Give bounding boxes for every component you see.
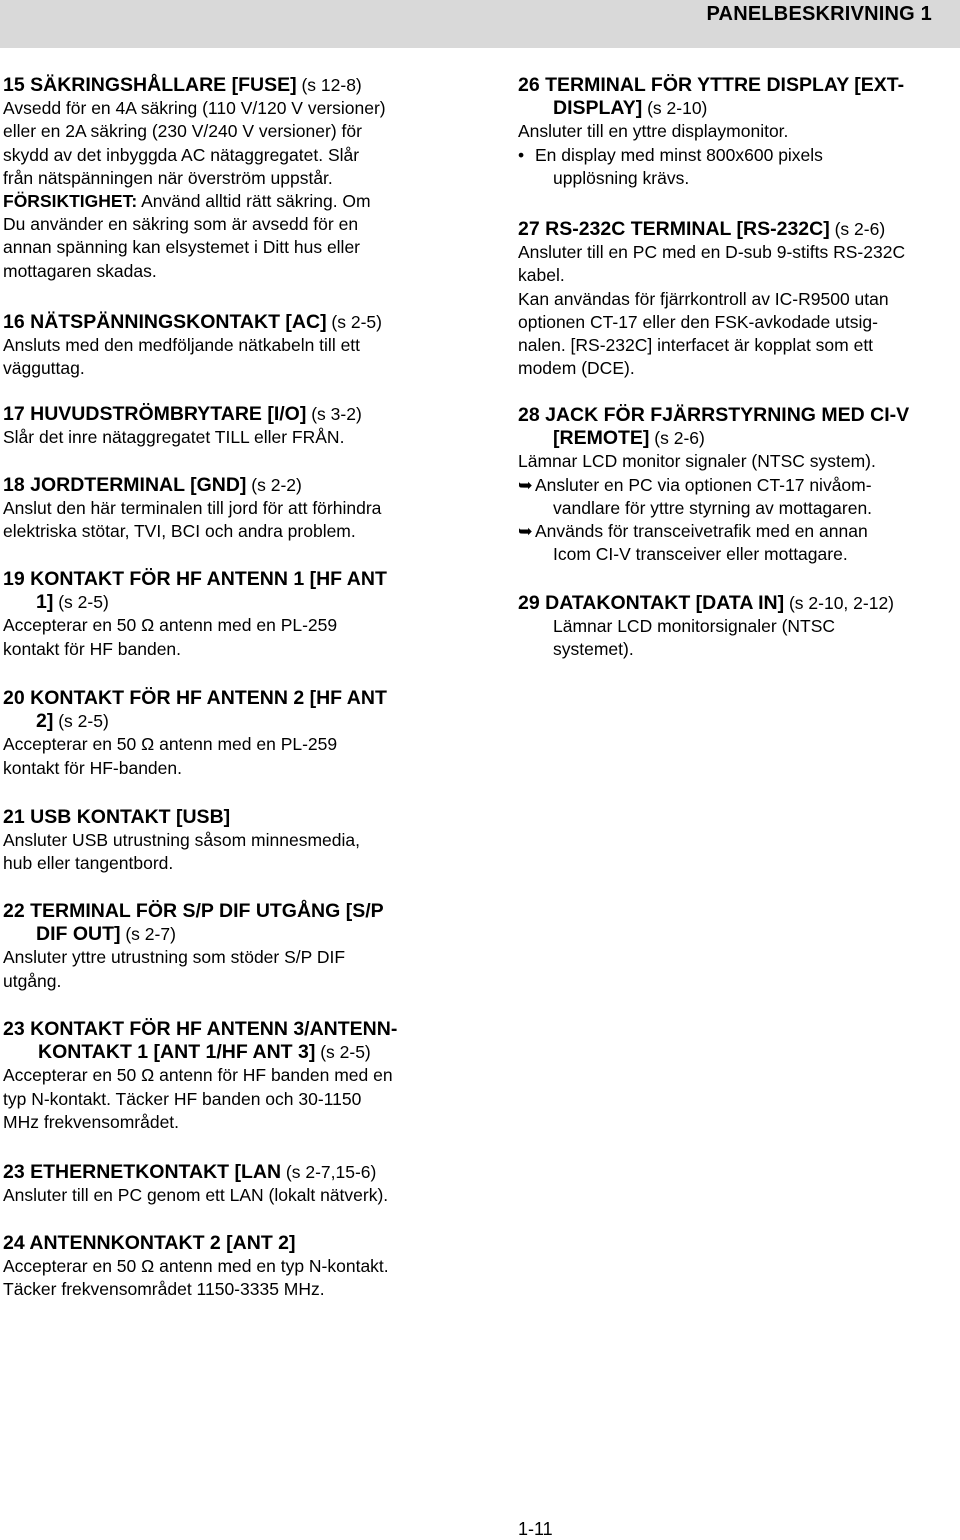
entry-28: 28 JACK FÖR FJÄRRSTYRNING MED CI-V [REMOTE] (s 2-6) Lämnar LCD monitor signaler (NTSC system). ➥ Ansluter en PC via optionen CT-17 nivåom- vandlare för yttre styrning av mottagaren. ➥ Används för transceivetrafik med en annan Icom CI-V transceiver eller mottagare.: [518, 404, 910, 565]
arrow-right-icon: ➥: [518, 521, 533, 542]
entry-15: 15 SÄKRINGSHÅLLARE [FUSE] (s 12-8) Avsedd för en 4A säkring (110 V/120 V versioner) eller en 2A säkring (230 V/240 V versioner) för skydd av det inbyggda AC nätaggregatet. Slår från nätspänningen när överström uppstår. FÖRSIKTIGHET: Använd alltid rätt säkring. Om Du använder en säkring som är avsedd för en annan spänning kan elsystemet i Ditt hus eller mottagaren skadas.: [3, 74, 386, 281]
entry-20: 20 KONTAKT FÖR HF ANTENN 2 [HF ANT 2] (s 2-5) Accepterar en 50 Ω antenn med en PL-259 kontakt för HF-banden.: [3, 687, 387, 778]
entry-18: 18 JORDTERMINAL [GND] (s 2-2) Anslut den här terminalen till jord för att förhindra elektriska stötar, TVI, BCI och andra problem.: [3, 474, 382, 542]
entry-23-antenna: 23 KONTAKT FÖR HF ANTENN 3/ANTENN- KONTAKT 1 [ANT 1/HF ANT 3] (s 2-5) Accepterar en 50 Ω antenn för HF banden med en typ N-kontakt. Täcker HF banden och 30-1150 MHz frekvensområdet.: [3, 1018, 398, 1132]
entry-23-ethernet: 23 ETHERNETKONTAKT [LAN (s 2-7,15-6) Ansluter till en PC genom ett LAN (lokalt nätverk).: [3, 1161, 389, 1206]
entry-24: 24 ANTENNKONTAKT 2 [ANT 2] Accepterar en 50 Ω antenn med en typ N-kontakt. Täcker frekvensområdet 1150-3335 MHz.: [3, 1232, 389, 1300]
entry-27-heading: 27 RS-232C TERMINAL [RS-232C] (s 2-6): [518, 218, 886, 240]
entry-19: 19 KONTAKT FÖR HF ANTENN 1 [HF ANT 1] (s 2-5) Accepterar en 50 Ω antenn med en PL-259 kontakt för HF banden.: [3, 568, 387, 659]
entry-21: 21 USB KONTAKT [USB] Ansluter USB utrustning såsom minnesmedia, hub eller tangentbord.: [3, 806, 360, 874]
entry-20-heading: 20 KONTAKT FÖR HF ANTENN 2 [HF ANT: [3, 687, 387, 709]
entry-16-heading: 16 NÄTSPÄNNINGSKONTAKT [AC] (s 2-5): [3, 311, 382, 333]
entry-16: 16 NÄTSPÄNNINGSKONTAKT [AC] (s 2-5) Ansluts med den medföljande nätkabeln till ett vägguttag.: [3, 311, 382, 379]
bullet-dot-icon: •: [518, 144, 525, 165]
arrow-right-icon: ➥: [518, 474, 533, 495]
entry-22-heading: 22 TERMINAL FÖR S/P DIF UTGÅNG [S/P: [3, 900, 384, 922]
entry-15-heading: 15 SÄKRINGSHÅLLARE [FUSE] (s 12-8): [3, 74, 362, 96]
arrow-item: ➥ Används för transceivetrafik med en annan: [518, 520, 909, 543]
entry-28-heading: 28 JACK FÖR FJÄRRSTYRNING MED CI-V: [518, 404, 910, 426]
entry-26-heading: 26 TERMINAL FÖR YTTRE DISPLAY [EXT-: [518, 74, 905, 96]
entry-24-heading: 24 ANTENNKONTAKT 2 [ANT 2]: [3, 1232, 296, 1254]
entry-23-antenna-heading: 23 KONTAKT FÖR HF ANTENN 3/ANTENN-: [3, 1018, 398, 1040]
arrow-item: ➥ Ansluter en PC via optionen CT-17 nivåom-: [518, 474, 909, 497]
entry-29: 29 DATAKONTAKT [DATA IN] (s 2-10, 2-12) Lämnar LCD monitorsignaler (NTSC systemet).: [518, 592, 895, 660]
entry-21-heading: 21 USB KONTAKT [USB]: [3, 806, 231, 828]
entry-18-heading: 18 JORDTERMINAL [GND] (s 2-2): [3, 474, 302, 496]
bullet-item: • En display med minst 800x600 pixels: [518, 144, 904, 167]
page-header-title: PANELBESKRIVNING 1: [706, 3, 932, 25]
page-number: 1-11: [518, 1519, 553, 1539]
entry-17-heading: 17 HUVUDSTRÖMBRYTARE [I/O] (s 3-2): [3, 403, 362, 425]
entry-17: 17 HUVUDSTRÖMBRYTARE [I/O] (s 3-2) Slår det inre nätaggregatet TILL eller FRÅN.: [3, 403, 362, 448]
entry-26: 26 TERMINAL FÖR YTTRE DISPLAY [EXT- DISPLAY] (s 2-10) Ansluter till en yttre displaymonitor. • En display med minst 800x600 pixels upplösning krävs.: [518, 74, 905, 188]
caution-label: FÖRSIKTIGHET:: [3, 191, 138, 212]
entry-23-ethernet-heading: 23 ETHERNETKONTAKT [LAN (s 2-7,15-6): [3, 1161, 377, 1183]
entry-27: 27 RS-232C TERMINAL [RS-232C] (s 2-6) Ansluter till en PC med en D-sub 9-stifts RS-232C kabel. Kan användas för fjärrkontroll av IC-R9500 utan optionen CT-17 eller den FSK-avkodade utsig- nalen. [RS-232C] interfacet är kopplat som ett modem (DCE).: [518, 218, 906, 379]
entry-19-heading: 19 KONTAKT FÖR HF ANTENN 1 [HF ANT: [3, 568, 387, 590]
entry-22: 22 TERMINAL FÖR S/P DIF UTGÅNG [S/P DIF OUT] (s 2-7) Ansluter yttre utrustning som stöder S/P DIF utgång.: [3, 900, 384, 991]
entry-29-heading: 29 DATAKONTAKT [DATA IN] (s 2-10, 2-12): [518, 592, 895, 614]
